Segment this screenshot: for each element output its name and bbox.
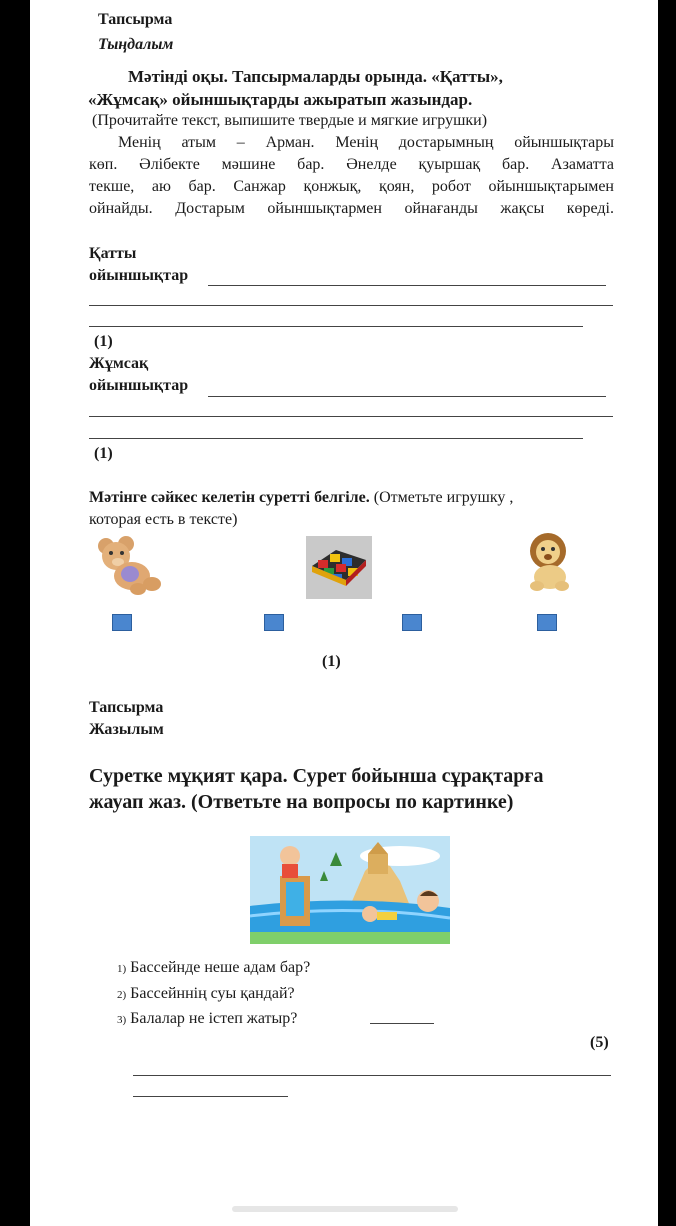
task3-instruction-line2: жауап жаз. (Ответьте на вопросы по картинке): [89, 791, 514, 813]
score-label: (1): [322, 653, 341, 670]
task2-instruction: [89, 487, 513, 508]
question-text: Балалар не істеп жатыр?: [130, 1010, 298, 1027]
building-blocks-image: [306, 536, 372, 599]
swimming-pool-picture: [250, 836, 450, 944]
score-label: (1): [94, 333, 113, 350]
answer-line[interactable]: [89, 438, 583, 439]
checkbox-toy-lion[interactable]: [537, 614, 557, 631]
soft-toys-label: Жұмсақ: [89, 355, 149, 372]
worksheet-page: [30, 0, 658, 1226]
checkbox-option-3[interactable]: [402, 614, 422, 631]
checkbox-teddy-bear[interactable]: [112, 614, 132, 631]
hard-toys-label-2: ойыншықтар: [89, 267, 189, 284]
question-number: 2): [117, 989, 127, 1001]
checkbox-blocks[interactable]: [264, 614, 284, 631]
teddy-bear-image: [92, 536, 162, 596]
question-item: [117, 983, 295, 1006]
reading-text-line: ойнайды. Достарым ойыншықтармен ойнағанды жақсы көреді.: [89, 200, 614, 217]
task1-instruction-ru: (Прочитайте текст, выпишите твердые и мягкие игрушки): [92, 112, 488, 129]
task2-instruction-bold: Мәтінге сәйкес келетін суретті белгіле.: [89, 489, 370, 506]
answer-line[interactable]: [133, 1096, 288, 1097]
section-title: Тапсырма: [89, 699, 164, 716]
question-item: [117, 957, 310, 980]
task3-instruction-line1: Суретке мұқият қара. Сурет бойынша сұрақтарға: [89, 765, 544, 787]
section-subtitle: Жазылым: [89, 721, 164, 738]
toy-lion-image: [524, 531, 574, 593]
score-label: (1): [94, 445, 113, 462]
score-label: (5): [590, 1034, 609, 1051]
task1-instruction-line1: Мәтінді оқы. Тапсырмаларды орында. «Қатты»,: [128, 67, 503, 86]
home-indicator-bar[interactable]: [232, 1206, 458, 1212]
hard-toys-label: Қатты: [89, 245, 137, 262]
answer-line[interactable]: [208, 285, 606, 286]
answer-line[interactable]: [89, 416, 613, 417]
task2-instruction-ru-2: которая есть в тексте): [89, 511, 238, 528]
task1-instruction-line2: «Жұмсақ» ойыншықтарды ажыратып жазындар.: [88, 90, 473, 109]
question-number: 3): [117, 1014, 127, 1026]
answer-line[interactable]: [370, 1023, 434, 1024]
reading-text-line: текше, аю бар. Санжар қонжық, қоян, робот ойыншықтарымен: [89, 178, 614, 195]
answer-line[interactable]: [89, 326, 583, 327]
answer-line[interactable]: [208, 396, 606, 397]
question-text: Бассейнде неше адам бар?: [130, 959, 311, 976]
reading-text-line: көп. Әлібекте мәшине бар. Әнелде қуыршақ бар. Азаматта: [89, 156, 614, 173]
section-subtitle: Тыңдалым: [98, 36, 174, 53]
answer-line[interactable]: [133, 1075, 611, 1076]
question-number: 1): [117, 963, 127, 975]
section-title: Тапсырма: [98, 11, 173, 28]
answer-line[interactable]: [89, 305, 613, 306]
soft-toys-label-2: ойыншықтар: [89, 377, 189, 394]
task2-instruction-ru: (Отметьте игрушку ,: [373, 489, 514, 506]
question-text: Бассейннің суы қандай?: [130, 985, 295, 1002]
reading-text-line: Менің атым – Арман. Менің достарымның ойыншықтары: [118, 134, 614, 151]
question-item: [117, 1008, 297, 1031]
